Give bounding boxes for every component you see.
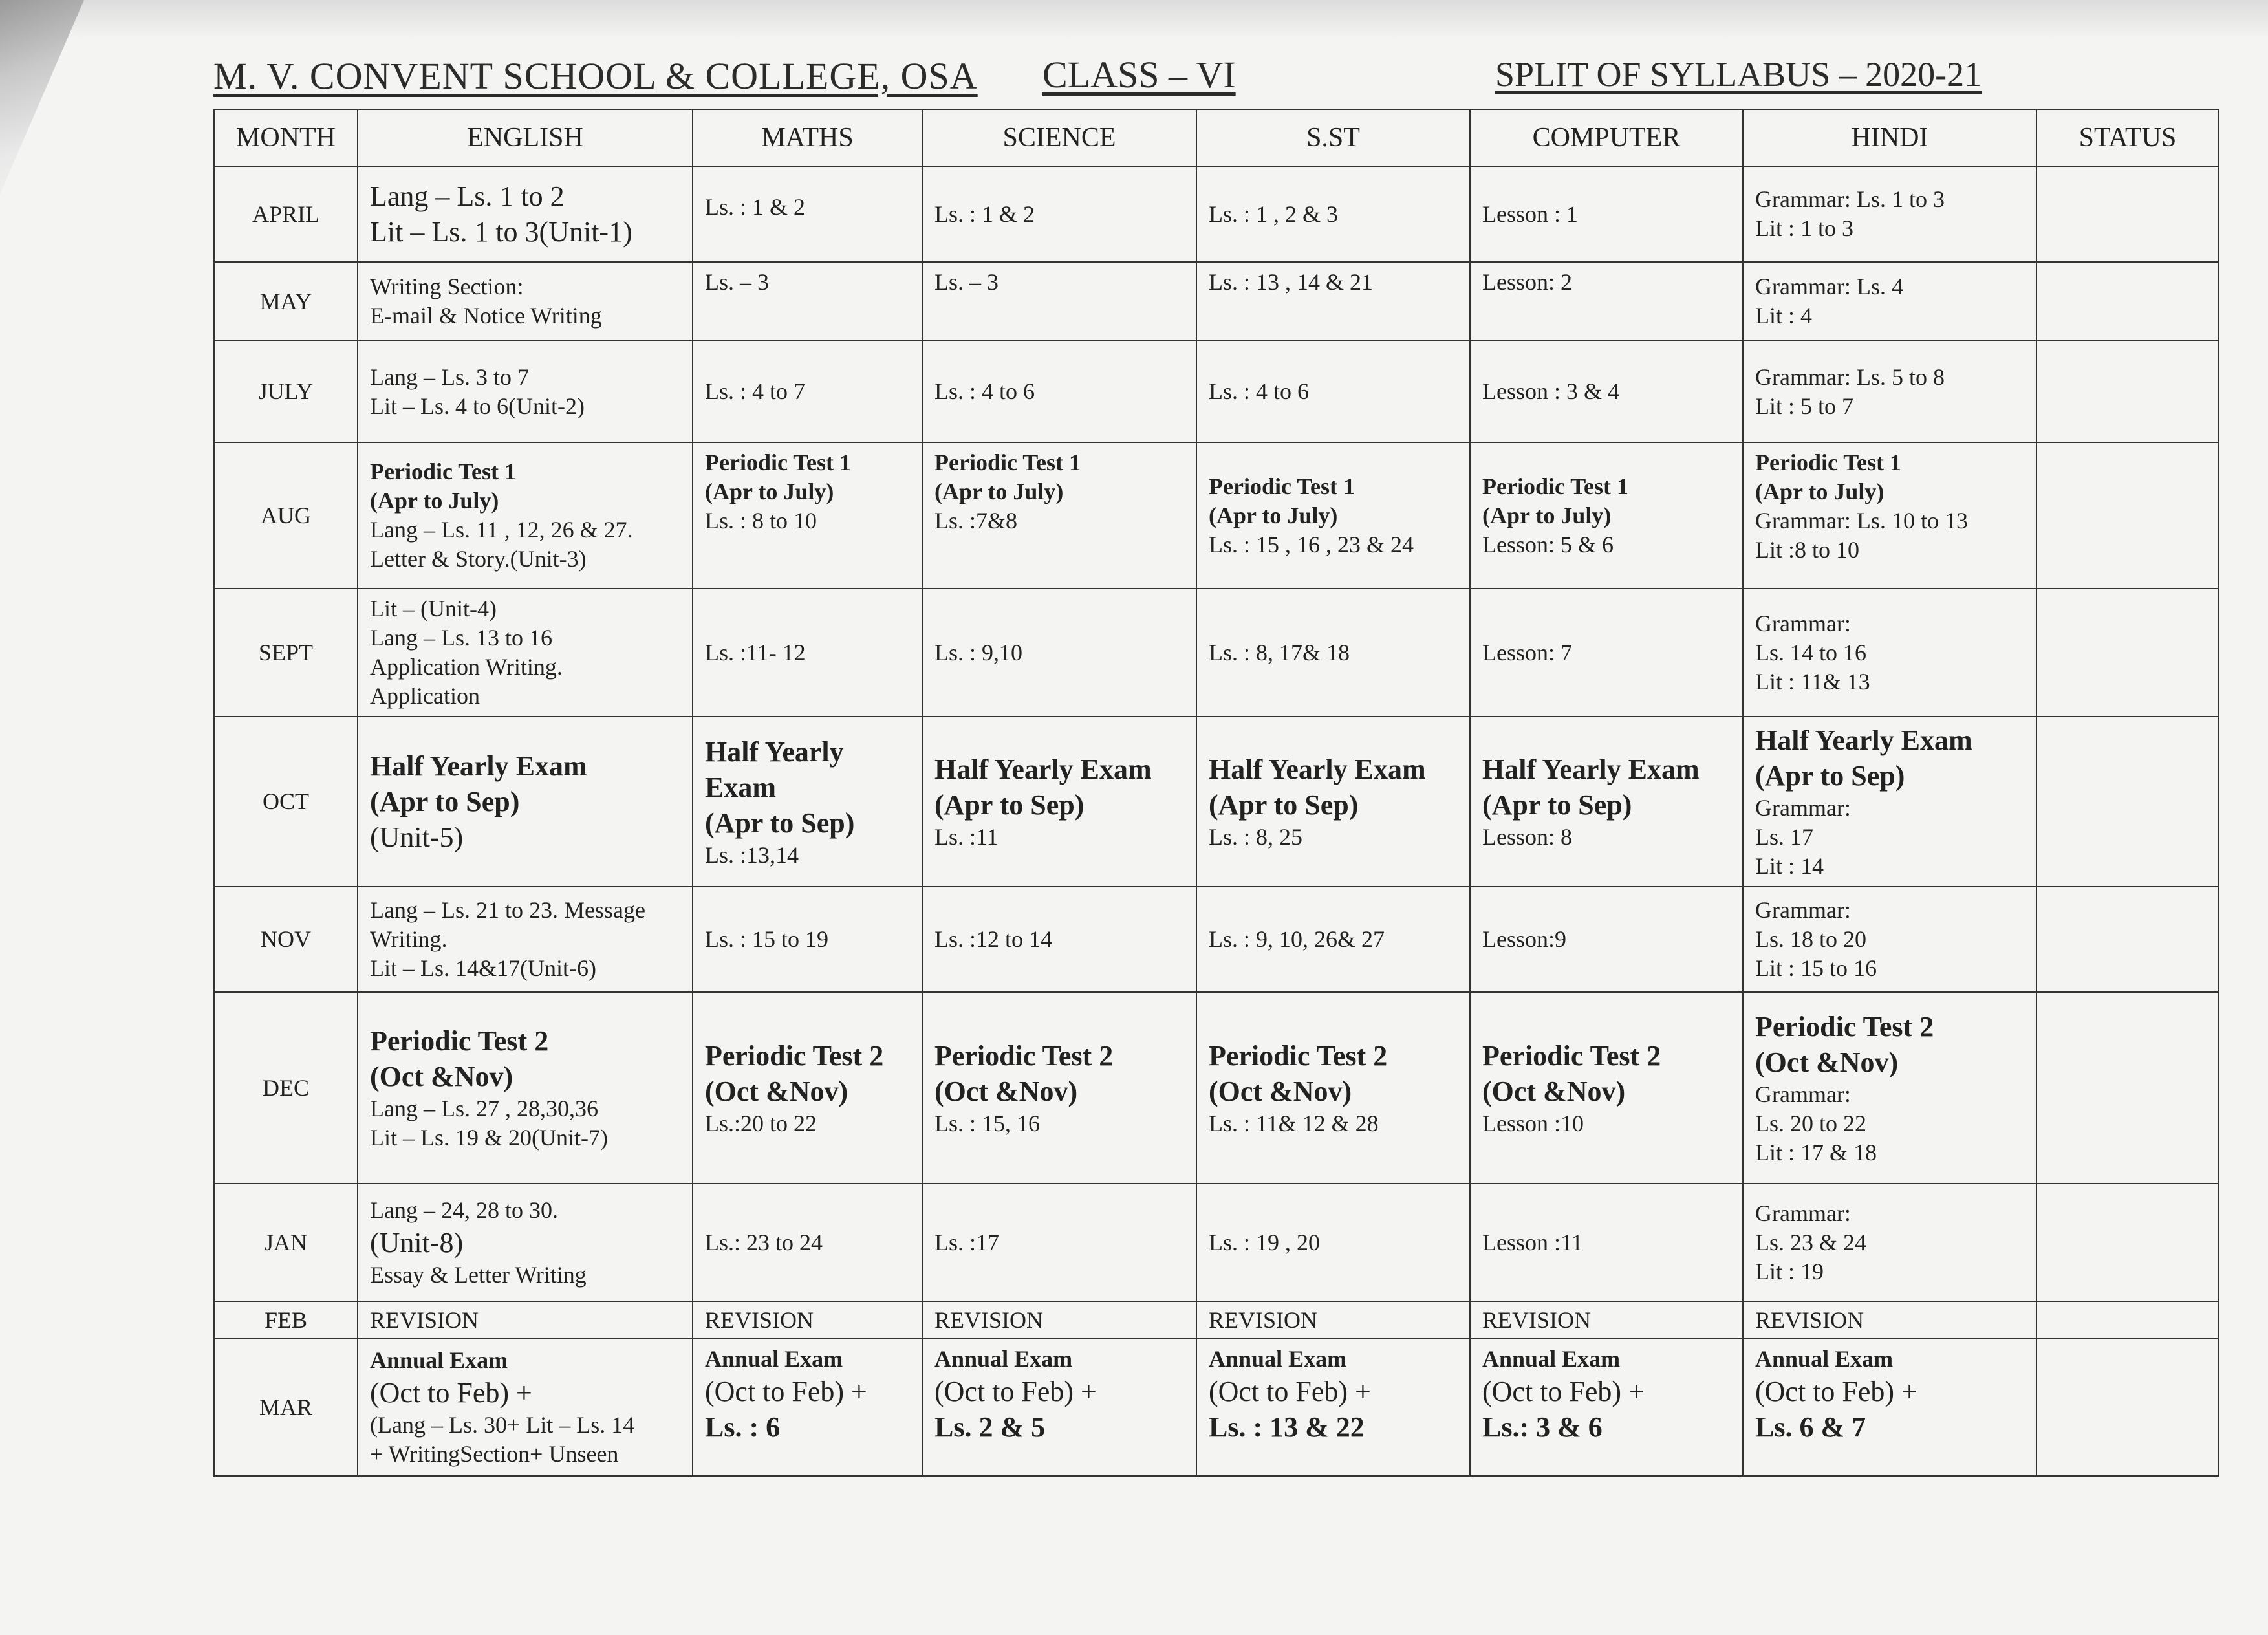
english-line: (Unit-8) [370, 1226, 464, 1259]
english-line: Lang – Ls. 27 , 28,30,36 [370, 1096, 598, 1121]
computer-cell [1470, 887, 1743, 992]
status-cell [2036, 1184, 2219, 1301]
exam-title: Half Yearly Exam [1755, 724, 1972, 756]
test-range: (Apr to July) [1209, 502, 1338, 528]
exam-title: Annual Exam [705, 1346, 843, 1372]
sst-line: Ls. : 15 , 16 , 23 & 24 [1209, 531, 1414, 558]
science-cell [922, 166, 1196, 262]
science-line: Ls. : 4 to 6 [934, 378, 1035, 404]
hindi-line: Ls. 20 to 22 [1755, 1110, 1867, 1136]
maths-cell [693, 166, 922, 262]
test-title: Periodic Test 1 [1482, 473, 1628, 499]
exam-range: (Oct to Feb) + [1482, 1376, 1645, 1407]
test-title: Periodic Test 1 [370, 459, 516, 484]
exam-title: Annual Exam [1755, 1346, 1894, 1372]
sst-line: Ls. : 19 , 20 [1209, 1229, 1321, 1255]
hindi-line: Ls. 14 to 16 [1755, 639, 1867, 666]
sst-line: Ls. : 13 & 22 [1209, 1411, 1365, 1443]
exam-title: Half Yearly Exam [1482, 753, 1700, 785]
month-cell: JULY [214, 341, 358, 442]
hindi-cell [1743, 1339, 2036, 1476]
status-cell [2036, 262, 2219, 341]
test-title: Periodic Test 1 [934, 449, 1081, 475]
hindi-line: Ls. 18 to 20 [1755, 926, 1867, 952]
hindi-cell [1743, 1184, 2036, 1301]
month-cell: FEB [214, 1301, 358, 1339]
maths-cell [693, 717, 922, 887]
computer-cell [1470, 1339, 1743, 1476]
sst-cell [1196, 1184, 1470, 1301]
month-cell: AUG [214, 442, 358, 589]
status-cell [2036, 341, 2219, 442]
computer-line: Ls.: 3 & 6 [1482, 1411, 1603, 1443]
table-row-nov [214, 887, 2219, 992]
science-line: Ls. :11 [934, 824, 999, 850]
maths-line: Ls.: 23 to 24 [705, 1229, 823, 1255]
maths-cell [693, 992, 922, 1184]
english-line: Letter & Story.(Unit-3) [370, 546, 587, 572]
hindi-line: Lit : 4 [1755, 303, 1812, 329]
column-header-month: MONTH [214, 109, 358, 166]
status-cell [2036, 442, 2219, 589]
syllabus-table [213, 109, 2219, 1477]
hindi-line: Grammar: Ls. 1 to 3 [1755, 186, 1945, 212]
computer-cell [1470, 166, 1743, 262]
status-cell [2036, 1339, 2219, 1476]
table-row-dec [214, 992, 2219, 1184]
test-title: Periodic Test 1 [1755, 449, 1901, 475]
hindi-line: Lit : 17 & 18 [1755, 1139, 1877, 1165]
test-range: (Apr to July) [1482, 502, 1612, 528]
maths-cell [693, 1184, 922, 1301]
test-title: Periodic Test 1 [1209, 473, 1355, 499]
english-line: Writing. [370, 926, 448, 952]
maths-line: Ls. :13,14 [705, 841, 799, 868]
test-title: Periodic Test 2 [1482, 1039, 1661, 1072]
hindi-line: Lit :8 to 10 [1755, 537, 1859, 563]
computer-line: Lesson: 8 [1482, 824, 1572, 850]
science-cell [922, 589, 1196, 717]
test-range: (Oct &Nov) [1755, 1046, 1899, 1078]
english-cell [358, 262, 693, 341]
sst-line: Ls. : 9, 10, 26& 27 [1209, 926, 1385, 952]
hindi-line: Grammar: [1755, 795, 1851, 821]
status-cell [2036, 166, 2219, 262]
sst-line: Ls. : 13 , 14 & 21 [1209, 269, 1374, 295]
hindi-line: Lit : 11& 13 [1755, 668, 1870, 695]
test-range: (Apr to July) [1755, 479, 1885, 504]
table-row-may [214, 262, 2219, 341]
maths-cell [693, 262, 922, 341]
maths-revision: REVISION [693, 1301, 922, 1339]
table-row-sept [214, 589, 2219, 717]
hindi-line: Lit : 14 [1755, 853, 1824, 879]
computer-cell [1470, 717, 1743, 887]
column-header-science: SCIENCE [922, 109, 1196, 166]
computer-line: Lesson :10 [1482, 1110, 1584, 1136]
computer-cell [1470, 442, 1743, 589]
column-header-maths: MATHS [693, 109, 922, 166]
exam-range: (Oct to Feb) + [370, 1377, 532, 1409]
maths-line: Ls. – 3 [705, 269, 769, 295]
english-line: Writing Section: [370, 274, 524, 299]
maths-line: Ls. :11- 12 [705, 639, 806, 666]
test-range: (Oct &Nov) [934, 1075, 1078, 1107]
sst-line: Ls. : 8, 25 [1209, 824, 1303, 850]
sst-line: Ls. : 1 , 2 & 3 [1209, 200, 1339, 227]
document-header [0, 50, 2268, 109]
month-cell: JAN [214, 1184, 358, 1301]
english-cell [358, 341, 693, 442]
hindi-cell [1743, 717, 2036, 887]
maths-line: Ls. : 1 & 2 [705, 194, 806, 220]
english-line: Lit – Ls. 19 & 20(Unit-7) [370, 1125, 608, 1151]
maths-line: Ls. : 6 [705, 1411, 781, 1443]
english-line: Application Writing. [370, 654, 563, 680]
computer-line: Lesson : 3 & 4 [1482, 378, 1619, 404]
hindi-cell [1743, 992, 2036, 1184]
computer-line: Lesson:9 [1482, 926, 1566, 952]
english-line: Essay & Letter Writing [370, 1261, 587, 1288]
english-line: Lit – Ls. 14&17(Unit-6) [370, 955, 596, 981]
science-cell [922, 992, 1196, 1184]
hindi-line: Grammar: Ls. 10 to 13 [1755, 508, 1968, 534]
english-cell [358, 589, 693, 717]
class-label: CLASS – VI [1042, 54, 1236, 96]
science-cell [922, 887, 1196, 992]
month-cell: APRIL [214, 166, 358, 262]
month-cell: NOV [214, 887, 358, 992]
english-line: Lang – Ls. 1 to 2 [370, 180, 565, 212]
hindi-line: Grammar: [1755, 1200, 1851, 1226]
status-cell [2036, 717, 2219, 887]
sst-cell [1196, 166, 1470, 262]
test-title: Periodic Test 2 [370, 1025, 549, 1057]
computer-cell [1470, 262, 1743, 341]
maths-line: Ls.:20 to 22 [705, 1110, 817, 1136]
computer-line: Lesson : 1 [1482, 200, 1578, 227]
computer-cell [1470, 341, 1743, 442]
hindi-cell [1743, 887, 2036, 992]
exam-range: (Apr to Sep) [1482, 789, 1632, 821]
english-cell [358, 992, 693, 1184]
computer-line: Lesson: 2 [1482, 269, 1572, 295]
month-cell: SEPT [214, 589, 358, 717]
sst-cell [1196, 442, 1470, 589]
column-header-status: STATUS [2036, 109, 2219, 166]
computer-cell [1470, 992, 1743, 1184]
exam-title: Annual Exam [1482, 1346, 1621, 1372]
hindi-line: Grammar: [1755, 897, 1851, 923]
maths-cell [693, 589, 922, 717]
science-line: Ls. : 9,10 [934, 639, 1023, 666]
english-line: Lang – Ls. 11 , 12, 26 & 27. [370, 517, 633, 543]
test-range: (Oct &Nov) [1482, 1075, 1626, 1107]
exam-title: Half Yearly Exam [1209, 753, 1426, 785]
english-line: Lit – Ls. 1 to 3(Unit-1) [370, 216, 632, 248]
hindi-cell [1743, 166, 2036, 262]
table-row-mar [214, 1339, 2219, 1476]
english-cell [358, 887, 693, 992]
hindi-line: Ls. 6 & 7 [1755, 1411, 1866, 1443]
test-title: Periodic Test 2 [1755, 1010, 1934, 1043]
science-cell [922, 1184, 1196, 1301]
hindi-line: Lit : 5 to 7 [1755, 393, 1853, 419]
status-cell [2036, 992, 2219, 1184]
test-range: (Oct &Nov) [705, 1075, 848, 1107]
english-cell [358, 1184, 693, 1301]
english-cell [358, 442, 693, 589]
computer-revision: REVISION [1470, 1301, 1743, 1339]
month-cell: DEC [214, 992, 358, 1184]
science-line: Ls. 2 & 5 [934, 1411, 1046, 1443]
scan-top-edge [0, 0, 2268, 39]
syllabus-title: SPLIT OF SYLLABUS – 2020-21 [1495, 55, 1982, 94]
exam-title: Annual Exam [934, 1346, 1073, 1372]
science-cell [922, 717, 1196, 887]
science-line: Ls. :12 to 14 [934, 926, 1053, 952]
column-header-hindi: HINDI [1743, 109, 2036, 166]
maths-cell [693, 887, 922, 992]
test-range: (Apr to July) [370, 488, 499, 514]
exam-title: Half Yearly Exam [934, 753, 1152, 785]
sst-cell [1196, 717, 1470, 887]
table-row-aug [214, 442, 2219, 589]
english-line: (Unit-5) [370, 821, 464, 853]
maths-line: Ls. : 4 to 7 [705, 378, 806, 404]
sst-cell [1196, 1339, 1470, 1476]
month-cell: MAR [214, 1339, 358, 1476]
science-cell [922, 442, 1196, 589]
test-range: (Oct &Nov) [1209, 1075, 1352, 1107]
exam-title: Annual Exam [1209, 1346, 1347, 1372]
column-header-english: ENGLISH [358, 109, 693, 166]
hindi-cell [1743, 442, 2036, 589]
computer-line: Lesson: 7 [1482, 639, 1572, 666]
status-cell [2036, 887, 2219, 992]
english-revision: REVISION [358, 1301, 693, 1339]
english-line: Lang – Ls. 21 to 23. Message [370, 897, 645, 923]
exam-range: (Oct to Feb) + [934, 1376, 1097, 1407]
sst-cell [1196, 341, 1470, 442]
hindi-line: Lit : 1 to 3 [1755, 215, 1853, 241]
table-row-jan [214, 1184, 2219, 1301]
exam-range: (Apr to Sep) [934, 789, 1085, 821]
english-line: Lang – Ls. 13 to 16 [370, 625, 552, 651]
english-line: Lang – 24, 28 to 30. [370, 1196, 558, 1223]
maths-line: Ls. : 15 to 19 [705, 926, 829, 952]
sst-cell [1196, 992, 1470, 1184]
test-title: Periodic Test 2 [705, 1039, 884, 1072]
hindi-line: Grammar: [1755, 1081, 1851, 1107]
column-header-sst: S.ST [1196, 109, 1470, 166]
science-cell [922, 262, 1196, 341]
computer-line: Lesson :11 [1482, 1229, 1583, 1255]
english-cell [358, 717, 693, 887]
computer-line: Lesson: 5 & 6 [1482, 531, 1614, 558]
test-title: Periodic Test 2 [934, 1039, 1114, 1072]
maths-cell [693, 341, 922, 442]
english-line: Lang – Ls. 3 to 7 [370, 363, 529, 390]
sst-cell [1196, 589, 1470, 717]
sst-line: Ls. : 4 to 6 [1209, 378, 1310, 404]
exam-range: (Apr to Sep) [1755, 760, 1905, 792]
hindi-cell [1743, 341, 2036, 442]
computer-cell [1470, 1184, 1743, 1301]
hindi-line: Ls. 17 [1755, 824, 1813, 850]
table-header-row [214, 109, 2219, 166]
science-cell [922, 1339, 1196, 1476]
exam-range: (Apr to Sep) [370, 786, 520, 817]
hindi-line: Grammar: Ls. 4 [1755, 274, 1903, 299]
hindi-line: Grammar: Ls. 5 to 8 [1755, 363, 1945, 390]
science-cell [922, 341, 1196, 442]
english-line: Application [370, 683, 480, 709]
science-line: Ls. :17 [934, 1229, 1000, 1255]
table-row-april [214, 166, 2219, 262]
english-line: E-mail & Notice Writing [370, 303, 602, 329]
month-cell: MAY [214, 262, 358, 341]
exam-title: Half Yearly Exam [705, 735, 844, 803]
test-range: (Apr to July) [934, 479, 1064, 504]
maths-line: Ls. : 8 to 10 [705, 508, 817, 534]
science-revision: REVISION [922, 1301, 1196, 1339]
sst-line: Ls. : 8, 17& 18 [1209, 639, 1350, 666]
sst-revision: REVISION [1196, 1301, 1470, 1339]
status-cell [2036, 589, 2219, 717]
test-range: (Oct &Nov) [370, 1061, 513, 1092]
maths-cell [693, 442, 922, 589]
test-title: Periodic Test 2 [1209, 1039, 1388, 1072]
hindi-line: Lit : 19 [1755, 1258, 1824, 1284]
hindi-line: Grammar: [1755, 610, 1851, 636]
exam-title: Annual Exam [370, 1347, 508, 1373]
exam-range: (Oct to Feb) + [705, 1376, 867, 1407]
column-header-computer: COMPUTER [1470, 109, 1743, 166]
table-row-feb [214, 1301, 2219, 1339]
computer-cell [1470, 589, 1743, 717]
english-line: Lit – (Unit-4) [370, 596, 497, 622]
hindi-cell [1743, 262, 2036, 341]
month-cell: OCT [214, 717, 358, 887]
science-line: Ls. : 15, 16 [934, 1110, 1041, 1136]
exam-range: (Oct to Feb) + [1209, 1376, 1371, 1407]
table-row-oct [214, 717, 2219, 887]
exam-range: (Apr to Sep) [1209, 789, 1359, 821]
hindi-cell [1743, 589, 2036, 717]
science-line: Ls. : 1 & 2 [934, 200, 1035, 227]
english-line: (Lang – Ls. 30+ Lit – Ls. 14 [370, 1412, 635, 1438]
english-line: Lit – Ls. 4 to 6(Unit-2) [370, 393, 585, 419]
school-name: M. V. CONVENT SCHOOL & COLLEGE, OSA [213, 55, 978, 97]
sst-cell [1196, 262, 1470, 341]
hindi-line: Lit : 15 to 16 [1755, 955, 1877, 981]
exam-range: (Oct to Feb) + [1755, 1376, 1917, 1407]
maths-cell [693, 1339, 922, 1476]
english-cell [358, 166, 693, 262]
status-cell [2036, 1301, 2219, 1339]
sst-cell [1196, 887, 1470, 992]
hindi-revision: REVISION [1743, 1301, 2036, 1339]
science-line: Ls. :7&8 [934, 508, 1018, 534]
exam-range: (Apr to Sep) [705, 807, 855, 839]
hindi-line: Ls. 23 & 24 [1755, 1229, 1867, 1255]
english-cell [358, 1339, 693, 1476]
table-row-july [214, 341, 2219, 442]
exam-title: Half Yearly Exam [370, 750, 587, 782]
science-line: Ls. – 3 [934, 269, 999, 295]
test-range: (Apr to July) [705, 479, 834, 504]
sst-line: Ls. : 11& 12 & 28 [1209, 1110, 1379, 1136]
english-line: + WritingSection+ Unseen [370, 1441, 619, 1467]
test-title: Periodic Test 1 [705, 449, 851, 475]
